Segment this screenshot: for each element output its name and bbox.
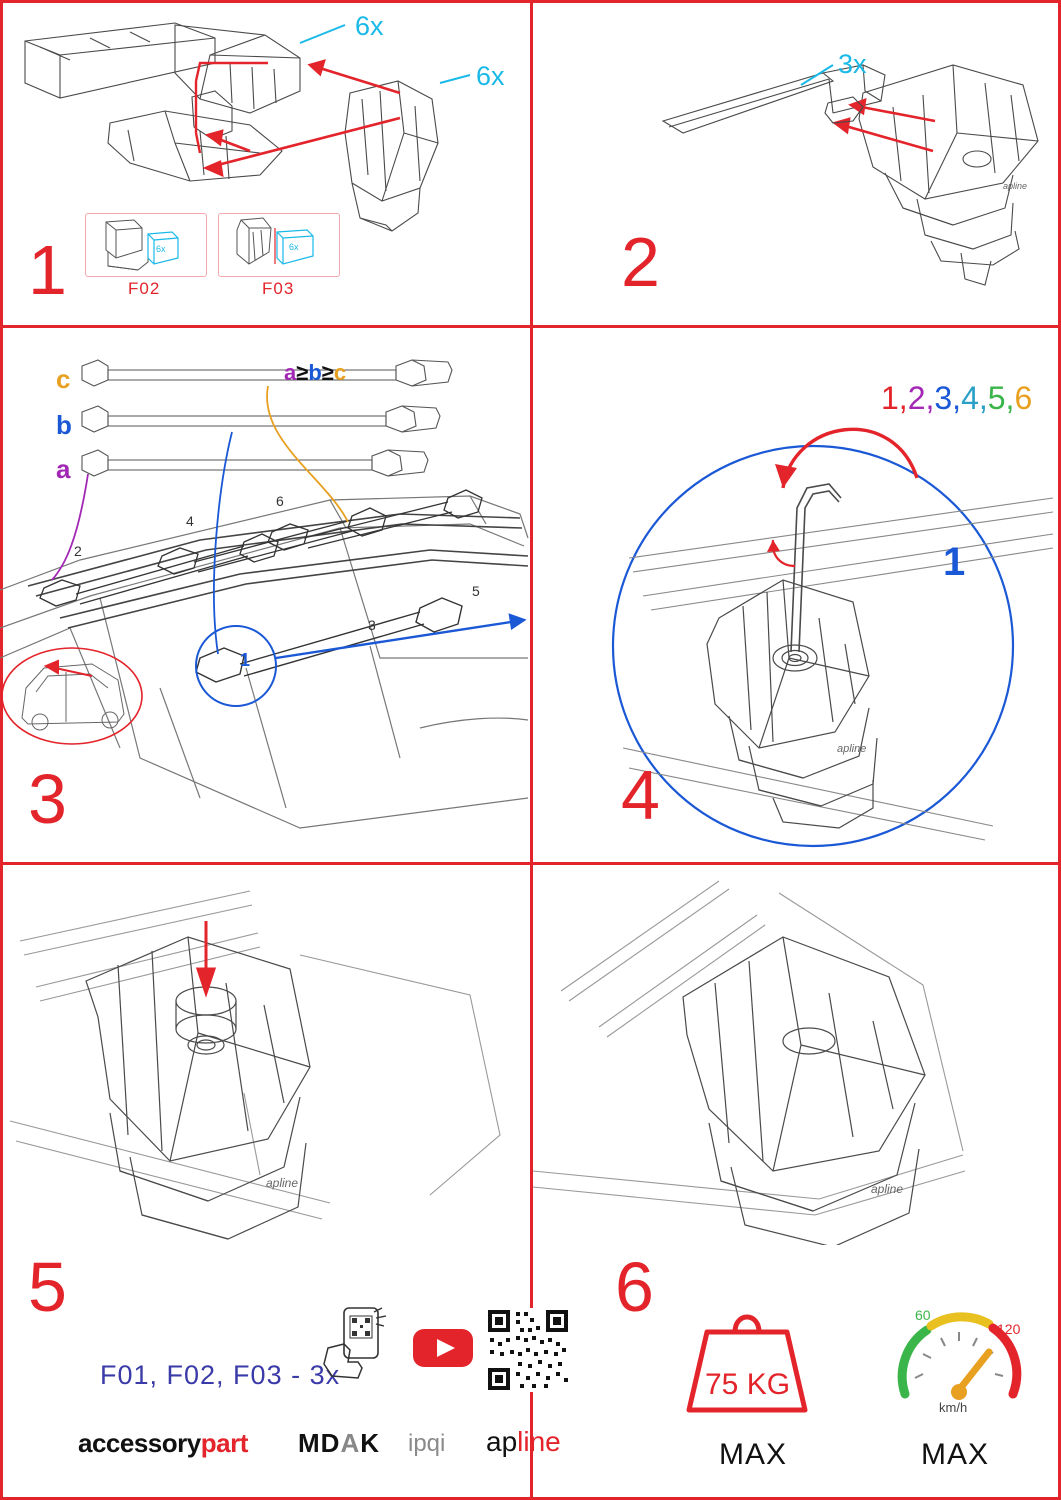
step-6-panel <box>533 865 1058 1245</box>
part-box-f02 <box>85 213 207 277</box>
step-number-6: 6 <box>615 1248 652 1326</box>
step-number-4: 4 <box>621 756 658 834</box>
svg-text:3x: 3x <box>838 49 867 79</box>
logo-apline: apline <box>486 1426 561 1457</box>
logo-mdak: MDAK <box>298 1428 380 1458</box>
svg-text:4: 4 <box>186 513 194 529</box>
weight-value: 75 KG <box>705 1368 791 1401</box>
bar-label-a: a <box>56 454 71 484</box>
part-box-f03 <box>218 213 340 277</box>
bar-label-c: c <box>56 364 71 394</box>
logo-accessorypart: accessorypart <box>78 1428 248 1458</box>
inequality-note: a≥b≥c <box>284 360 347 385</box>
youtube-icon[interactable] <box>412 1326 474 1370</box>
bar-label-b: b <box>56 410 72 440</box>
svg-text:2: 2 <box>74 543 82 559</box>
svg-text:1: 1 <box>240 650 251 670</box>
step-6-illustration <box>533 865 1058 1245</box>
svg-text:5: 5 <box>472 583 480 599</box>
step-number-3: 3 <box>28 760 65 838</box>
svg-text:3: 3 <box>368 617 376 633</box>
step-number-5: 5 <box>28 1248 65 1326</box>
step-2-panel <box>533 3 1058 325</box>
svg-text:6: 6 <box>276 493 284 509</box>
svg-text:120: 120 <box>997 1321 1021 1337</box>
svg-text:apline: apline <box>1003 181 1028 191</box>
part-code-f03: F03 <box>262 279 295 298</box>
speed-max-label: MAX <box>921 1438 990 1471</box>
circle-step-number: 1 <box>943 540 966 584</box>
svg-text:apline: apline <box>837 743 867 755</box>
step-3-illustration <box>0 328 530 862</box>
svg-text:6x: 6x <box>476 61 505 91</box>
step-1-panel <box>0 3 530 325</box>
svg-text:6x: 6x <box>289 242 299 252</box>
step-2-illustration <box>533 3 1058 325</box>
step-4-panel <box>533 328 1058 862</box>
weight-max-label: MAX <box>719 1438 788 1471</box>
step-3-panel <box>0 328 530 862</box>
step-number-1: 1 <box>28 231 65 309</box>
svg-text:6x: 6x <box>355 11 384 41</box>
part-code-f02: F02 <box>128 279 161 298</box>
step-5-footer <box>0 1248 561 1500</box>
svg-text:60: 60 <box>915 1307 931 1323</box>
svg-text:apline: apline <box>871 1182 904 1196</box>
step-5-panel <box>0 865 530 1245</box>
step-number-2: 2 <box>621 223 658 301</box>
sequence-label: 1,2,3,4,5,6 <box>881 380 1033 416</box>
svg-text:6x: 6x <box>156 244 166 254</box>
logo-ipqi: ipqi <box>408 1430 446 1457</box>
parts-note: F01, F02, F03 - 3x <box>100 1360 341 1390</box>
speed-limit-icon <box>889 1290 1029 1420</box>
step-6-footer <box>533 1250 1058 1500</box>
phone-qr-icon <box>320 1306 388 1380</box>
svg-text:km/h: km/h <box>939 1400 968 1415</box>
svg-text:apline: apline <box>266 1176 299 1190</box>
step-5-illustration <box>0 865 530 1245</box>
